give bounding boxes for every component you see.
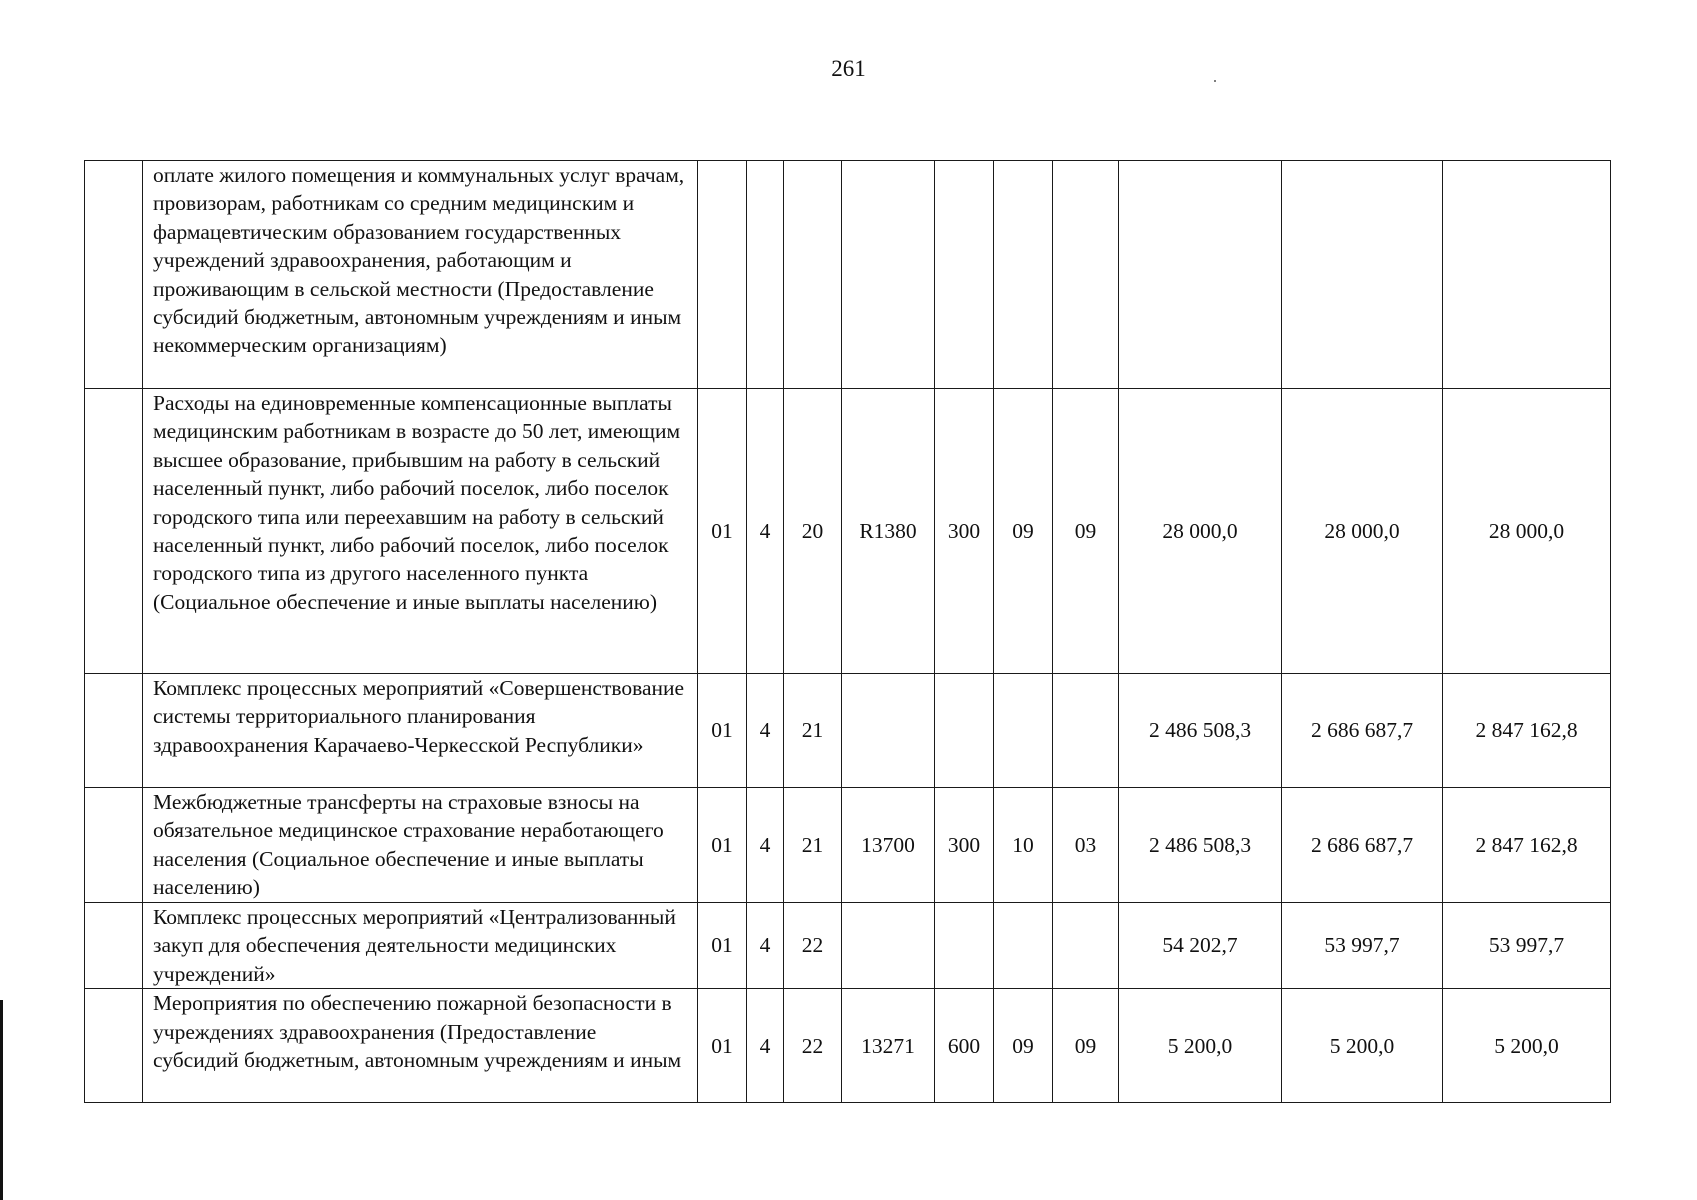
description-cell: Расходы на единовременные компенсационные выплаты медицинским работникам в возрасте до 50 лет, имеющим высшее образование, прибывшим на работу в сельский населенный пункт, либо рабочий поселок, либо поселок городского типа или переехавшим на работу в сельский населенный пункт, либо рабочий поселок, либо поселок городского типа из другого населенного пункта (Социальное обеспечение и иные выплаты населению): [143, 389, 698, 674]
code-cell: [994, 161, 1053, 389]
budget-table: [84, 160, 1611, 1103]
amount-cell: 5 200,0: [1282, 989, 1443, 1103]
table-row: [85, 989, 1611, 1103]
scan-speck: [1214, 80, 1216, 82]
amount-cell: 28 000,0: [1119, 389, 1282, 674]
amount-cell: 5 200,0: [1443, 989, 1611, 1103]
amount-cell: 28 000,0: [1282, 389, 1443, 674]
code-cell: 09: [994, 389, 1053, 674]
description-cell: Мероприятия по обеспечению пожарной безопасности в учреждениях здравоохранения (Предоставление субсидий бюджетным, автономным учреждениям и иным: [143, 989, 698, 1103]
code-cell: 300: [935, 389, 994, 674]
amount-cell: 2 486 508,3: [1119, 788, 1282, 903]
code-cell: 01: [698, 674, 747, 788]
amount-cell: 53 997,7: [1443, 903, 1611, 989]
code-cell: [935, 161, 994, 389]
number-cell: [85, 674, 143, 788]
amount-cell: 2 486 508,3: [1119, 674, 1282, 788]
page-number-text: 261: [831, 56, 866, 81]
code-cell: 4: [747, 989, 784, 1103]
code-cell: 21: [784, 788, 842, 903]
code-cell: 4: [747, 788, 784, 903]
code-cell: [842, 903, 935, 989]
number-cell: [85, 161, 143, 389]
code-cell: [842, 674, 935, 788]
number-cell: [85, 989, 143, 1103]
code-cell: R1380: [842, 389, 935, 674]
code-cell: 4: [747, 389, 784, 674]
code-cell: [935, 674, 994, 788]
code-cell: 03: [1053, 788, 1119, 903]
code-cell: [1053, 674, 1119, 788]
code-cell: 09: [1053, 389, 1119, 674]
code-cell: 21: [784, 674, 842, 788]
amount-cell: 54 202,7: [1119, 903, 1282, 989]
table-row: [85, 389, 1611, 674]
description-cell: Межбюджетные трансферты на страховые взносы на обязательное медицинское страхование неработающего населения (Социальное обеспечение и иные выплаты населению): [143, 788, 698, 903]
code-cell: 01: [698, 788, 747, 903]
amount-cell: 5 200,0: [1119, 989, 1282, 1103]
code-cell: [747, 161, 784, 389]
amount-cell: [1119, 161, 1282, 389]
page-number: [0, 56, 1697, 82]
code-cell: [842, 161, 935, 389]
amount-cell: 2 847 162,8: [1443, 788, 1611, 903]
code-cell: 13271: [842, 989, 935, 1103]
table-row: [85, 788, 1611, 903]
amount-cell: 2 686 687,7: [1282, 674, 1443, 788]
code-cell: [1053, 903, 1119, 989]
code-cell: 01: [698, 389, 747, 674]
code-cell: [1053, 161, 1119, 389]
amount-cell: 53 997,7: [1282, 903, 1443, 989]
description-cell: Комплекс процессных мероприятий «Централизованный закуп для обеспечения деятельности медицинских учреждений»: [143, 903, 698, 989]
amount-cell: 2 847 162,8: [1443, 674, 1611, 788]
code-cell: 10: [994, 788, 1053, 903]
code-cell: [784, 161, 842, 389]
description-cell: оплате жилого помещения и коммунальных услуг врачам, провизорам, работникам со средним медицинским и фармацевтическим образованием государственных учреждений здравоохранения, работающим и проживающим в сельской местности (Предоставление субсидий бюджетным, автономным учреждениям и иным некоммерческим организациям): [143, 161, 698, 389]
code-cell: [698, 161, 747, 389]
code-cell: 13700: [842, 788, 935, 903]
table-row: [85, 161, 1611, 389]
code-cell: 4: [747, 903, 784, 989]
code-cell: [935, 903, 994, 989]
code-cell: 01: [698, 903, 747, 989]
scan-edge-line: [0, 1000, 3, 1200]
code-cell: 22: [784, 903, 842, 989]
code-cell: 01: [698, 989, 747, 1103]
amount-cell: 2 686 687,7: [1282, 788, 1443, 903]
amount-cell: [1282, 161, 1443, 389]
table-row: [85, 674, 1611, 788]
code-cell: [994, 903, 1053, 989]
number-cell: [85, 788, 143, 903]
code-cell: 600: [935, 989, 994, 1103]
number-cell: [85, 389, 143, 674]
code-cell: 300: [935, 788, 994, 903]
amount-cell: [1443, 161, 1611, 389]
code-cell: 09: [994, 989, 1053, 1103]
code-cell: 4: [747, 674, 784, 788]
amount-cell: 28 000,0: [1443, 389, 1611, 674]
code-cell: 09: [1053, 989, 1119, 1103]
code-cell: [994, 674, 1053, 788]
number-cell: [85, 903, 143, 989]
description-cell: Комплекс процессных мероприятий «Совершенствование системы территориального планирования здравоохранения Карачаево-Черкесской Республики»: [143, 674, 698, 788]
table-row: [85, 903, 1611, 989]
code-cell: 20: [784, 389, 842, 674]
code-cell: 22: [784, 989, 842, 1103]
